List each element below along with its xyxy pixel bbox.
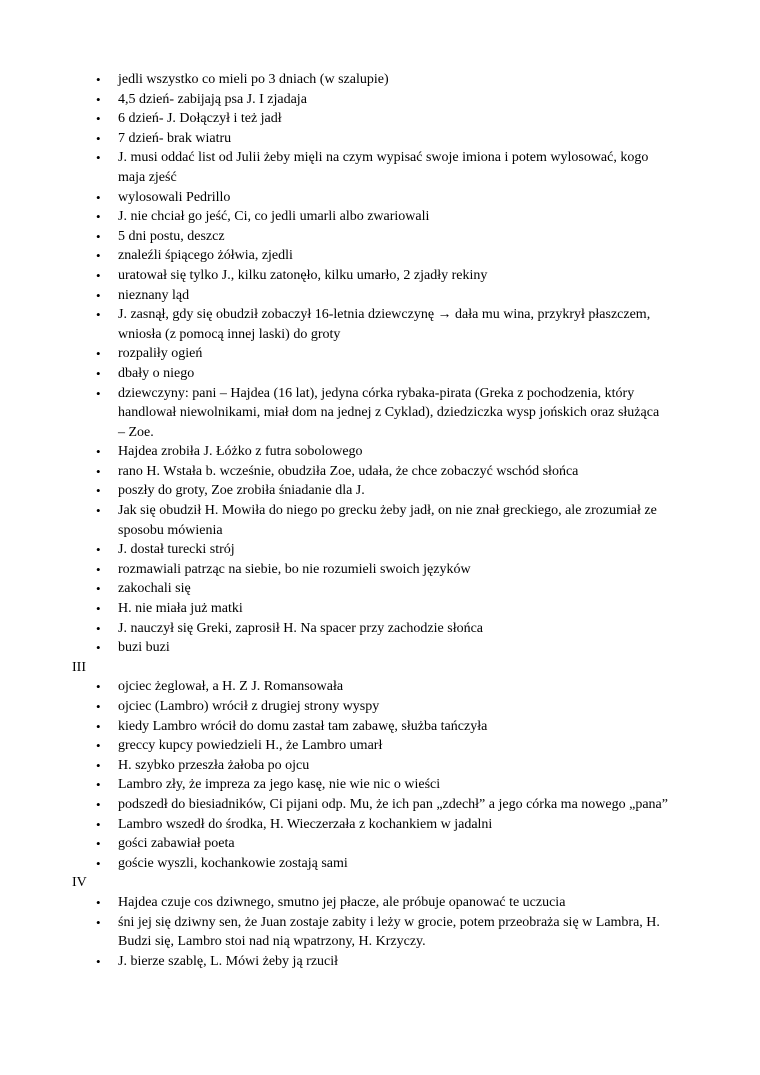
list-item: • 6 dzień- J. Dołączył i też jadł xyxy=(118,109,668,129)
list-item: • 4,5 dzień- zabijają psa J. I zjadaja xyxy=(118,90,668,110)
list-item: • Lambro wszedł do środka, H. Wieczerzała z kochankiem w jadalni xyxy=(118,815,668,835)
list-item: • Lambro zły, że impreza za jego kasę, nie wie nic o wieści xyxy=(118,775,668,795)
bullet-list xyxy=(72,677,668,873)
list-item: • 7 dzień- brak wiatru xyxy=(118,129,668,149)
list-item: • greccy kupcy powiedzieli H., że Lambro umarł xyxy=(118,736,668,756)
bullet-list xyxy=(72,893,668,971)
list-item: • J. bierze szablę, L. Mówi żeby ją rzucił xyxy=(118,952,668,972)
list-item: • buzi buzi xyxy=(118,638,668,658)
list-item: • H. nie miała już matki xyxy=(118,599,668,619)
list-item: • uratował się tylko J., kilku zatonęło, kilku umarło, 2 zjadły rekiny xyxy=(118,266,668,286)
list-item: • wylosowali Pedrillo xyxy=(118,188,668,208)
list-item: • 5 dni postu, deszcz xyxy=(118,227,668,247)
list-item: • rano H. Wstała b. wcześnie, obudziła Zoe, udała, że chce zobaczyć wschód słońca xyxy=(118,462,668,482)
list-item: • śni jej się dziwny sen, że Juan zostaje zabity i leży w grocie, potem przeobraża się w Lambra, H. Budzi się, Lambro stoi nad nią wpatrzony, H. Krzyczy. xyxy=(118,913,668,952)
list-item: • zakochali się xyxy=(118,579,668,599)
list-item: • nieznany ląd xyxy=(118,286,668,306)
list-item: • J. nauczył się Greki, zaprosił H. Na spacer przy zachodzie słońca xyxy=(118,619,668,639)
list-item: • ojciec żeglował, a H. Z J. Romansowała xyxy=(118,677,668,697)
section-heading: III xyxy=(72,659,86,675)
list-item: • Jak się obudził H. Mowiła do niego po grecku żeby jadł, on nie znał greckiego, ale zrozumiał ze sposobu mówienia xyxy=(118,501,668,540)
list-item: • kiedy Lambro wrócił do domu zastał tam zabawę, służba tańczyła xyxy=(118,717,668,737)
list-item: • ojciec (Lambro) wrócił z drugiej strony wyspy xyxy=(118,697,668,717)
list-item: • jedli wszystko co mieli po 3 dniach (w szalupie) xyxy=(118,70,668,90)
list-item: • Hajdea czuje cos dziwnego, smutno jej płacze, ale próbuje opanować te uczucia xyxy=(118,893,668,913)
list-item: • podszedł do biesiadników, Ci pijani odp. Mu, że ich pan „zdechł” a jego córka ma nowego „pana” xyxy=(118,795,668,815)
list-item: • J. dostał turecki strój xyxy=(118,540,668,560)
list-item: • J. musi oddać list od Julii żeby mięli na czym wypisać swoje imiona i potem wylosować, kogo maja zjeść xyxy=(118,148,668,187)
list-item: • J. nie chciał go jeść, Ci, co jedli umarli albo zwariowali xyxy=(118,207,668,227)
list-item: • rozpaliły ogień xyxy=(118,344,668,364)
list-item: • dziewczyny: pani – Hajdea (16 lat), jedyna córka rybaka-pirata (Greka z pochodzenia, który handlował niewolnikami, miał dom na jednej z Cyklad), dziedziczka wysp jońskich oraz służąca – Zoe. xyxy=(118,384,668,443)
list-item: • gości zabawiał poeta xyxy=(118,834,668,854)
list-item: • rozmawiali patrząc na siebie, bo nie rozumieli swoich języków xyxy=(118,560,668,580)
list-item: • H. szybko przeszła żałoba po ojcu xyxy=(118,756,668,776)
list-item: • dbały o niego xyxy=(118,364,668,384)
bullet-list xyxy=(72,70,668,658)
document-content xyxy=(72,70,668,971)
section-heading: IV xyxy=(72,875,87,891)
list-item: • znaleźli śpiącego żółwia, zjedli xyxy=(118,246,668,266)
list-item: • Hajdea zrobiła J. Łóżko z futra sobolowego xyxy=(118,442,668,462)
list-item: • poszły do groty, Zoe zrobiła śniadanie dla J. xyxy=(118,481,668,501)
list-item: • J. zasnął, gdy się obudził zobaczył 16-letnia dziewczynę → dała mu wina, przykrył płaszczem, wniosła (z pomocą innej laski) do groty xyxy=(118,305,668,344)
list-item: • goście wyszli, kochankowie zostają sami xyxy=(118,854,668,874)
